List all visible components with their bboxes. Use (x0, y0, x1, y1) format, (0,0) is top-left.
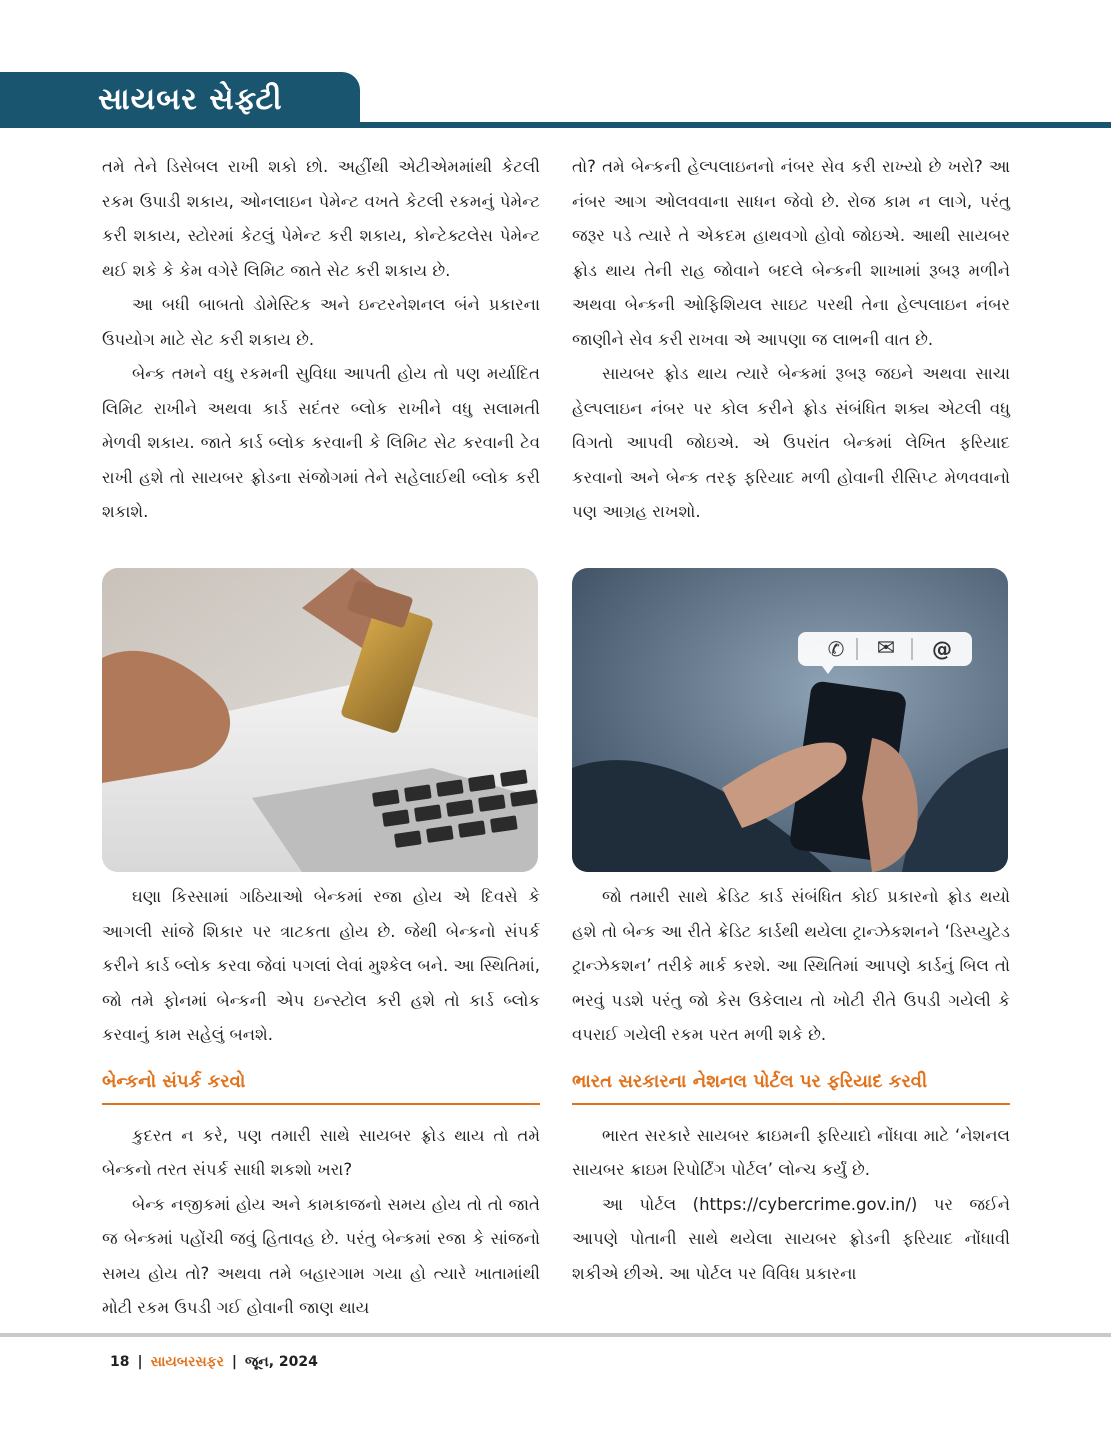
paragraph: સાયબર ફ્રોડ થાય ત્યારે બેન્કમાં રૂબરૂ જઇને અથવા સાચા હેલ્પલાઇન નંબર પર કોલ કરીને ફ્રોડ સંબંધિત શક્ય એટલી વધુ વિગતો આપવી જોઇએ. એ ઉપરાંત બેન્કમાં લેખિત ફરિયાદ કરવાનો અને બેન્ક તરફ ફરિયાદ મળી હોવાની રીસિપ્ટ મેળવવાનો પણ આગ્રહ રાખશો. (572, 364, 1010, 521)
smartphone-photo (572, 568, 1008, 872)
at-sign-icon: @ (932, 637, 952, 661)
laptop-credit-card-photo (102, 568, 538, 872)
paragraph: ઘણા કિસ્સામાં ગઠિયાઓ બેન્કમાં રજા હોય એ દિવસે કે આગલી સાંજે શિકાર પર ત્રાટકતા હોય છે. જેથી બેન્કનો સંપર્ક કરીને કાર્ડ બ્લોક કરવા જેવાં પગલાં લેવાં મુશ્કેલ બને. આ સ્થિતિમાં, જો તમે ફોનમાં બેન્કની એપ ઇન્સ્ટોલ કરી હશે તો કાર્ડ બ્લોક કરવાનું કામ સહેલું બનશે. (102, 887, 540, 1044)
phone-icon: ✆ (827, 637, 845, 661)
envelope-icon: ✉ (876, 636, 896, 661)
paragraph: તમે તેને ડિસેબલ રાખી શકો છો. અહીંથી એટીએમમાંથી કેટલી રકમ ઉપાડી શકાય, ઓનલાઇન પેમેન્ટ વખતે કેટલી રકમનું પેમેન્ટ કરી શકાય, સ્ટોરમાં કેટલું પેમેન્ટ કરી શકાય, કોન્ટેક્ટલેસ પેમેન્ટ થઈ શકે કે કેમ વગેરે લિમિટ જાતે સેટ કરી શકાય છે. (102, 157, 540, 280)
paragraph: બેન્ક નજીકમાં હોય અને કામકાજનો સમય હોય તો તો જાતે જ બેન્કમાં પહોંચી જવું હિતાવહ છે. પરંતુ બેન્કમાં રજા કે સાંજનો સમય હોય તો? અથવા તમે બહારગામ ગયા હો ત્યારે ખાતામાંથી મોટી રકમ ઉપડી ગઈ હોવાની જાણ થાય (102, 1194, 540, 1317)
page-number: 18 (110, 1354, 130, 1370)
paragraph: બેન્ક તમને વધુ રકમની સુવિધા આપતી હોય તો પણ મર્યાદિત લિમિટ રાખીને અથવા કાર્ડ સદંતર બ્લોક રાખીને વધુ સલામતી મેળવી શકાય. જાતે કાર્ડ બ્લોક કરવાની કે લિમિટ સેટ કરવાની ટેવ રાખી હશે તો સાયબર ફ્રોડના સંજોગમાં તેને સહેલાઈથી બ્લોક કરી શકાશે. (102, 364, 540, 521)
left-column-top (102, 150, 540, 530)
paragraph: આ પોર્ટલ (https://cybercrime.gov.in/) પર જઈને આપણે પોતાની સાથે થયેલા સાયબર ફ્રોડની ફરિયાદ નોંધાવી શકીએ છીએ. આ પોર્ટલ પર વિવિધ પ્રકારના (572, 1194, 1010, 1283)
right-column-bottom (572, 880, 1010, 1291)
paragraph: ભારત સરકારે સાયબર ક્રાઇમની ફરિયાદો નોંધવા માટે ‘નેશનલ સાયબર ક્રાઇમ રિપોર્ટિંગ પોર્ટલ’ લોન્ચ કર્યું છે. (572, 1125, 1010, 1179)
paragraph: જો તમારી સાથે ક્રેડિટ કાર્ડ સંબંધિત કોઈ પ્રકારનો ફ્રોડ થયો હશે તો બેન્ક આ રીતે ક્રેડિટ કાર્ડથી થયેલા ટ્રાન્ઝેકશનને ‘ડિસ્પ્યુટેડ ટ્રાન્ઝેકશન’ તરીકે માર્ક કરશે. આ સ્થિતિમાં આપણે કાર્ડનું બિલ તો ભરવું પડશે પરંતુ જો કેસ ઉકેલાય તો ખોટી રીતે ઉપડી ગયેલી કે વપરાઈ ગયેલી રકમ પરત મળી શકે છે. (572, 887, 1010, 1044)
paragraph: કુદરત ન કરે, પણ તમારી સાથે સાયબર ફ્રોડ થાય તો તમે બેન્કનો તરત સંપર્ક સાધી શકશો ખરા? (102, 1125, 540, 1179)
page-title: સાયબર સેફ્ટી (98, 82, 283, 117)
header-rule (0, 122, 1111, 128)
smartphone-image (572, 568, 1008, 872)
page-footer: 18 | સાયબરસફર | જૂન, 2024 (110, 1354, 318, 1370)
section-heading: બેન્કનો સંપર્ક કરવો (102, 1065, 540, 1105)
section-heading: ભારત સરકારના નેશનલ પોર્ટલ પર ફરિયાદ કરવી (572, 1065, 1010, 1105)
footer-rule (0, 1333, 1111, 1337)
paragraph: તો? તમે બેન્કની હેલ્પલાઇનનો નંબર સેવ કરી રાખ્યો છે ખરો? આ નંબર આગ ઓલવવાના સાધન જેવો છે. રોજ કામ ન લાગે, પરંતુ જરૂર પડે ત્યારે તે એકદમ હાથવગો હોવો જોઇએ. આથી સાયબર ફ્રોડ થાય તેની રાહ જોવાને બદલે બેન્કની શાખામાં રૂબરૂ મળીને અથવા બેન્કની ઓફિશિયલ સાઇટ પરથી તેના હેલ્પલાઇન નંબર જાણીને સેવ કરી રાખવા એ આપણા જ લાભની વાત છે. (572, 157, 1010, 349)
issue-date: જૂન, 2024 (245, 1354, 318, 1370)
left-column-bottom (102, 880, 540, 1326)
magazine-name: સાયબરસફર (150, 1354, 224, 1370)
laptop-credit-card-image (102, 568, 538, 872)
paragraph: આ બધી બાબતો ડોમેસ્ટિક અને ઇન્ટરનેશનલ બંને પ્રકારના ઉપયોગ માટે સેટ કરી શકાય છે. (102, 295, 540, 349)
right-column-top (572, 150, 1010, 530)
